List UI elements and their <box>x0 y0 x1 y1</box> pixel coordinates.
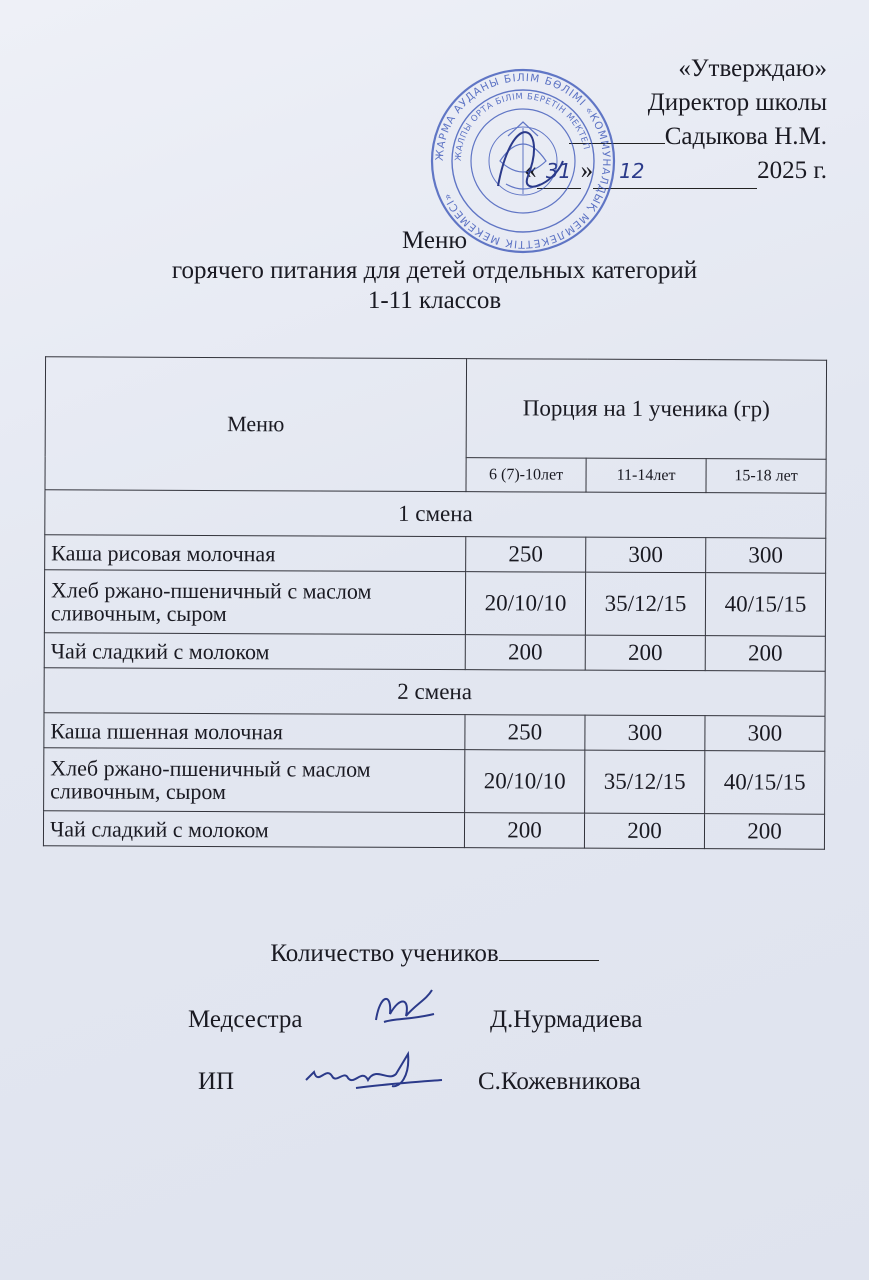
portion-value: 40/15/15 <box>705 573 825 637</box>
dish-name: Чай сладкий с молоком <box>43 811 464 848</box>
title-line-menu: Меню <box>401 227 468 254</box>
approval-director-name: Садыкова Н.М. <box>524 120 827 154</box>
table-row <box>44 713 825 751</box>
portion-value: 35/12/15 <box>585 750 705 814</box>
approval-date-month: 12 <box>619 159 645 183</box>
ip-name: С.Кожевникова <box>478 1068 641 1095</box>
table-row <box>44 570 825 636</box>
director-signature <box>498 132 563 186</box>
dish-name: Чай сладкий с молоком <box>44 633 465 670</box>
ip-signature <box>296 1036 446 1096</box>
menu-table <box>43 356 827 849</box>
dish-name: Каша рисовая молочная <box>45 535 466 572</box>
approval-position: Директор школы <box>647 89 827 116</box>
portion-value: 200 <box>704 814 824 850</box>
portion-value: 200 <box>465 635 585 671</box>
table-row <box>44 748 825 814</box>
portion-value: 300 <box>706 538 826 574</box>
stamp-inner-text: ЖАЛПЫ ОРТА БІЛІМ БЕРЕТІН МЕКТЕП <box>453 91 592 162</box>
table-row <box>43 811 824 849</box>
nurse-name: Д.Нурмадиева <box>490 1006 643 1033</box>
dish-name: Хлеб ржано-пшеничный с маслом сливочным, сыром <box>44 570 465 635</box>
header-age-group: 15-18 лет <box>706 459 826 493</box>
student-count-label: Количество учеников <box>270 940 499 967</box>
portion-value: 250 <box>466 537 586 573</box>
header-portion: Порция на 1 ученика (гр) <box>466 359 826 460</box>
dish-name: Хлеб ржано-пшеничный с маслом сливочным, сыром <box>44 748 465 813</box>
approval-date: « 31 » 12 2025 г. <box>524 154 827 189</box>
portion-value: 200 <box>464 813 584 849</box>
portion-value: 200 <box>584 813 704 849</box>
portion-value: 300 <box>585 715 705 751</box>
approval-heading: «Утверждаю» <box>678 55 827 82</box>
dish-name: Каша пшенная молочная <box>44 713 465 750</box>
shift-label: 1 смена <box>45 490 826 538</box>
ip-role: ИП <box>198 1068 235 1095</box>
student-count-blank <box>499 960 599 961</box>
header-age-group: 6 (7)-10лет <box>466 458 586 492</box>
portion-value: 300 <box>705 716 825 752</box>
portion-value: 250 <box>465 715 585 751</box>
approval-date-day: 31 <box>537 154 581 189</box>
stamp-outer-text: ЖАРМА АУДАНЫ БІЛІМ БӨЛІМІ «КОММУНАЛДЫҚ МЕМЛЕКЕТТІК МЕКЕМЕСІ» <box>433 71 613 251</box>
nurse-signature <box>370 984 440 1032</box>
student-count-line <box>0 940 869 968</box>
table-row <box>45 535 826 573</box>
portion-value: 20/10/10 <box>465 750 585 814</box>
portion-value: 40/15/15 <box>705 751 825 815</box>
portion-value: 300 <box>586 537 706 573</box>
document-title <box>0 226 869 316</box>
shift-label: 2 смена <box>44 668 825 716</box>
portion-value: 200 <box>585 635 705 671</box>
header-age-group: 11-14лет <box>586 458 706 492</box>
portion-value: 20/10/10 <box>465 572 585 636</box>
header-menu: Меню <box>45 357 467 492</box>
title-line-subject: горячего питания для детей отдельных категорий <box>171 257 698 284</box>
portion-value: 35/12/15 <box>585 572 705 636</box>
portion-value: 200 <box>705 636 825 672</box>
title-line-grades: 1-11 классов <box>367 287 502 314</box>
table-row <box>44 633 825 671</box>
nurse-role: Медсестра <box>188 1006 303 1033</box>
